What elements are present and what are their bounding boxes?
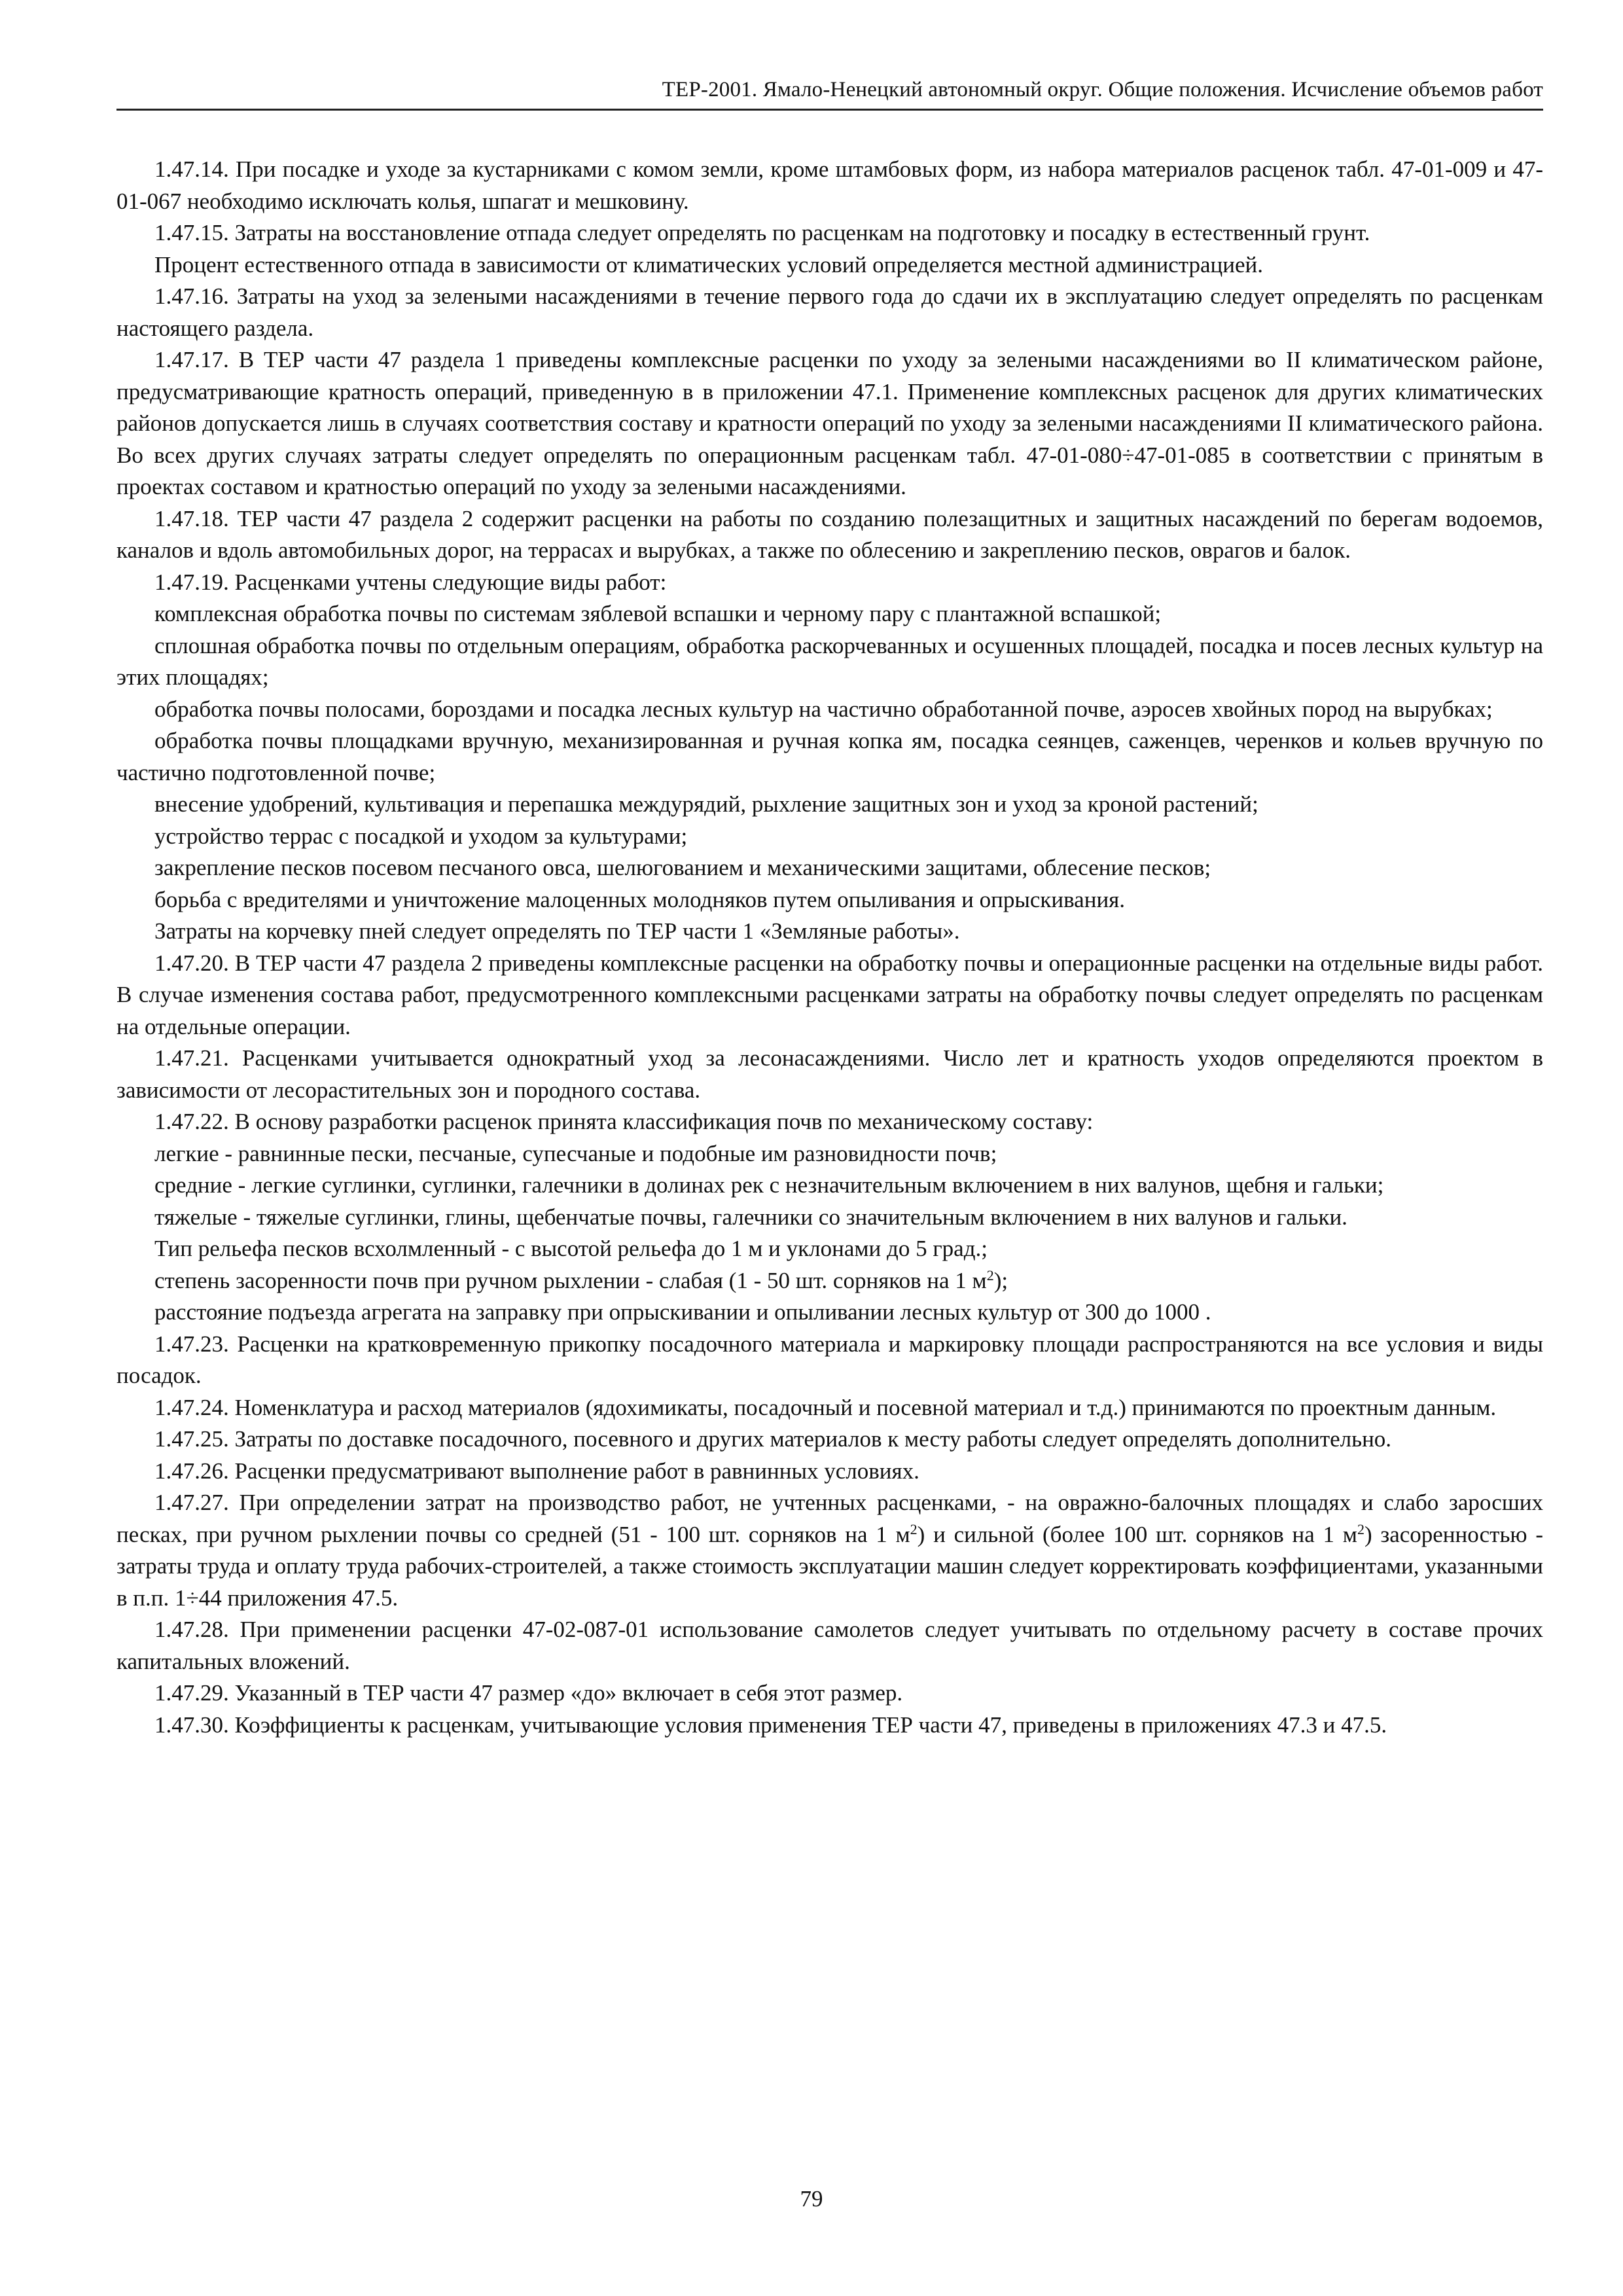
paragraph-1-47-23: 1.47.23. Расценки на кратковременную прикопку посадочного материала и маркировку площади распространяются на все условия и виды посадок.	[116, 1331, 1543, 1388]
paragraph-1-47-28: 1.47.28. При применении расценки 47-02-087-01 использование самолетов следует учитывать по отдельному расчету в составе прочих капитальных вложений.	[116, 1617, 1543, 1674]
paragraph-natural-loss: Процент естественного отпада в зависимости от климатических условий определяется местной администрацией.	[154, 251, 1264, 278]
paragraph-1-47-16: 1.47.16. Затраты на уход за зелеными насаждениями в течение первого года до сдачи их в эксплуатацию следует определять по расценкам настоящего раздела.	[116, 283, 1543, 341]
paragraph-1-47-27: 1.47.27. При определении затрат на производство работ, не учтенных расценками, - на овражно-балочных площадях и слабо заросших песках, при ручном рыхлении почвы со средней (51 - 100 шт. сорняков на 1 $м^2$) и сильной (более 100 шт. сорняков на 1 $м^2$) засоренностью - затраты труда и оплату труда рабочих-строителей, а также стоимость эксплуатации машин следует корректировать коэффициентами, указанными в п.п. 1÷44 приложения 47.5.	[116, 1490, 1543, 1611]
list-item-work-type: устройство террас с посадкой и уходом за культурами;	[154, 823, 688, 849]
paragraph-1-47-19: 1.47.19. Расценками учтены следующие виды работ:	[154, 569, 667, 595]
paragraph-1-47-24: 1.47.24. Номенклатура и расход материалов (ядохимикаты, посадочный и посевной материал и т.д.) принимаются по проектным данным.	[154, 1394, 1497, 1420]
paragraph-weed-level: степень засоренности почв при ручном рыхлении - слабая (1 - 50 шт. сорняков на 1 $м^2$);	[154, 1266, 1008, 1293]
paragraph-1-47-26: 1.47.26. Расценки предусматривают выполнение работ в равнинных условиях.	[154, 1458, 919, 1484]
list-item-work-type: обработка почвы площадками вручную, механизированная и ручная копка ям, посадка сеянцев, саженцев, черенков и кольев вручную по частично подготовленной почве;	[116, 728, 1543, 785]
document-body	[116, 154, 1543, 1741]
paragraph-1-47-21: 1.47.21. Расценками учитывается однократный уход за лесонасаждениями. Число лет и кратность уходов определяются проектом в зависимости от лесорастительных зон и породного состава.	[116, 1045, 1543, 1103]
list-item-soil-medium: средние - легкие суглинки, суглинки, галечники в долинах рек с незначительным включением в них валунов, щебня и гальки;	[154, 1172, 1384, 1198]
paragraph-1-47-30: 1.47.30. Коэффициенты к расценкам, учитывающие условия применения ТЕР части 47, приведены в приложениях 47.3 и 47.5.	[154, 1712, 1387, 1738]
list-item-work-type: сплошная обработка почвы по отдельным операциям, обработка раскорчеванных и осушенных площадей, посадка и посев лесных культур на этих площадях;	[116, 632, 1543, 690]
list-item-work-type: закрепление песков посевом песчаного овса, шелюгованием и механическими защитами, облесение песков;	[154, 855, 1211, 880]
list-item-work-type: внесение удобрений, культивация и перепашка междурядий, рыхление защитных зон и уход за кроной растений;	[154, 791, 1258, 817]
paragraph-refuel-distance: расстояние подъезда агрегата на заправку при опрыскивании и опыливании лесных культур от 300 до 1000 .	[154, 1299, 1211, 1325]
header-title: ТЕР-2001. Ямало-Ненецкий автономный округ. Общие положения. Исчисление объемов работ	[662, 78, 1543, 101]
paragraph-1-47-25: 1.47.25. Затраты по доставке посадочного, посевного и других материалов к месту работы следует определять дополнительно.	[154, 1426, 1392, 1452]
paragraph-1-47-20: 1.47.20. В ТЕР части 47 раздела 2 приведены комплексные расценки на обработку почвы и операционные расценки на отдельные виды работ. В случае изменения состава работ, предусмотренного комплексными расценками затраты на обработку почвы следует определять по расценкам на отдельные операции.	[116, 950, 1543, 1039]
paragraph-stump-removal: Затраты на корчевку пней следует определять по ТЕР части 1 «Земляные работы».	[154, 918, 960, 944]
list-item-work-type: обработка почвы полосами, бороздами и посадка лесных культур на частично обработанной почве, аэросев хвойных пород на вырубках;	[154, 696, 1493, 722]
paragraph-1-47-17: 1.47.17. В ТЕР части 47 раздела 1 приведены комплексные расценки по уходу за зелеными насаждениями во II климатическом районе, предусматривающие кратность операций, приведенную в в приложении 47.1. Применение комплексных расценок для других климатических районов допускается лишь в случаях соответствия составу и кратности операций по уходу за зелеными насаждениями II климатического района. Во всех других случаях затраты следует определять по операционным расценкам табл. 47-01-080÷47-01-085 в соответствии с принятым в проектах составом и кратностью операций по уходу за зелеными насаждениями.	[116, 347, 1543, 499]
list-item-soil-heavy: тяжелые - тяжелые суглинки, глины, щебенчатые почвы, галечники со значительным включением в них валунов и гальки.	[154, 1204, 1347, 1230]
page-number: 79	[800, 2186, 823, 2212]
paragraph-1-47-22: 1.47.22. В основу разработки расценок принята классификация почв по механическому составу:	[154, 1109, 1094, 1134]
paragraph-1-47-29: 1.47.29. Указанный в ТЕР части 47 размер «до» включает в себя этот размер.	[154, 1680, 903, 1706]
list-item-soil-light: легкие - равнинные пески, песчаные, супесчаные и подобные им разновидности почв;	[154, 1140, 997, 1166]
paragraph-1-47-15: 1.47.15. Затраты на восстановление отпада следует определять по расценкам на подготовку и посадку в естественный грунт.	[154, 220, 1370, 245]
paragraph-1-47-18: 1.47.18. ТЕР части 47 раздела 2 содержит расценки на работы по созданию полезащитных и защитных насаждений по берегам водоемов, каналов и вдоль автомобильных дорог, на террасах и вырубках, а также по облесению и закреплению песков, оврагов и балок.	[116, 505, 1543, 563]
list-item-work-type: комплексная обработка почвы по системам зяблевой вспашки и черному пару с плантажной вспашкой;	[154, 601, 1162, 626]
page-header	[116, 72, 1543, 111]
paragraph-1-47-14: 1.47.14. При посадке и уходе за кустарниками с комом земли, кроме штамбовых форм, из набора материалов расценок табл. 47-01-009 и 47-01-067 необходимо исключать колья, шпагат и мешковину.	[116, 156, 1543, 214]
list-item-work-type: борьба с вредителями и уничтожение малоценных молодняков путем опыливания и опрыскивания.	[154, 886, 1126, 912]
paragraph-relief-type: Тип рельефа песков всхолмленный - с высотой рельефа до 1 м и уклонами до 5 град.;	[154, 1236, 988, 1261]
